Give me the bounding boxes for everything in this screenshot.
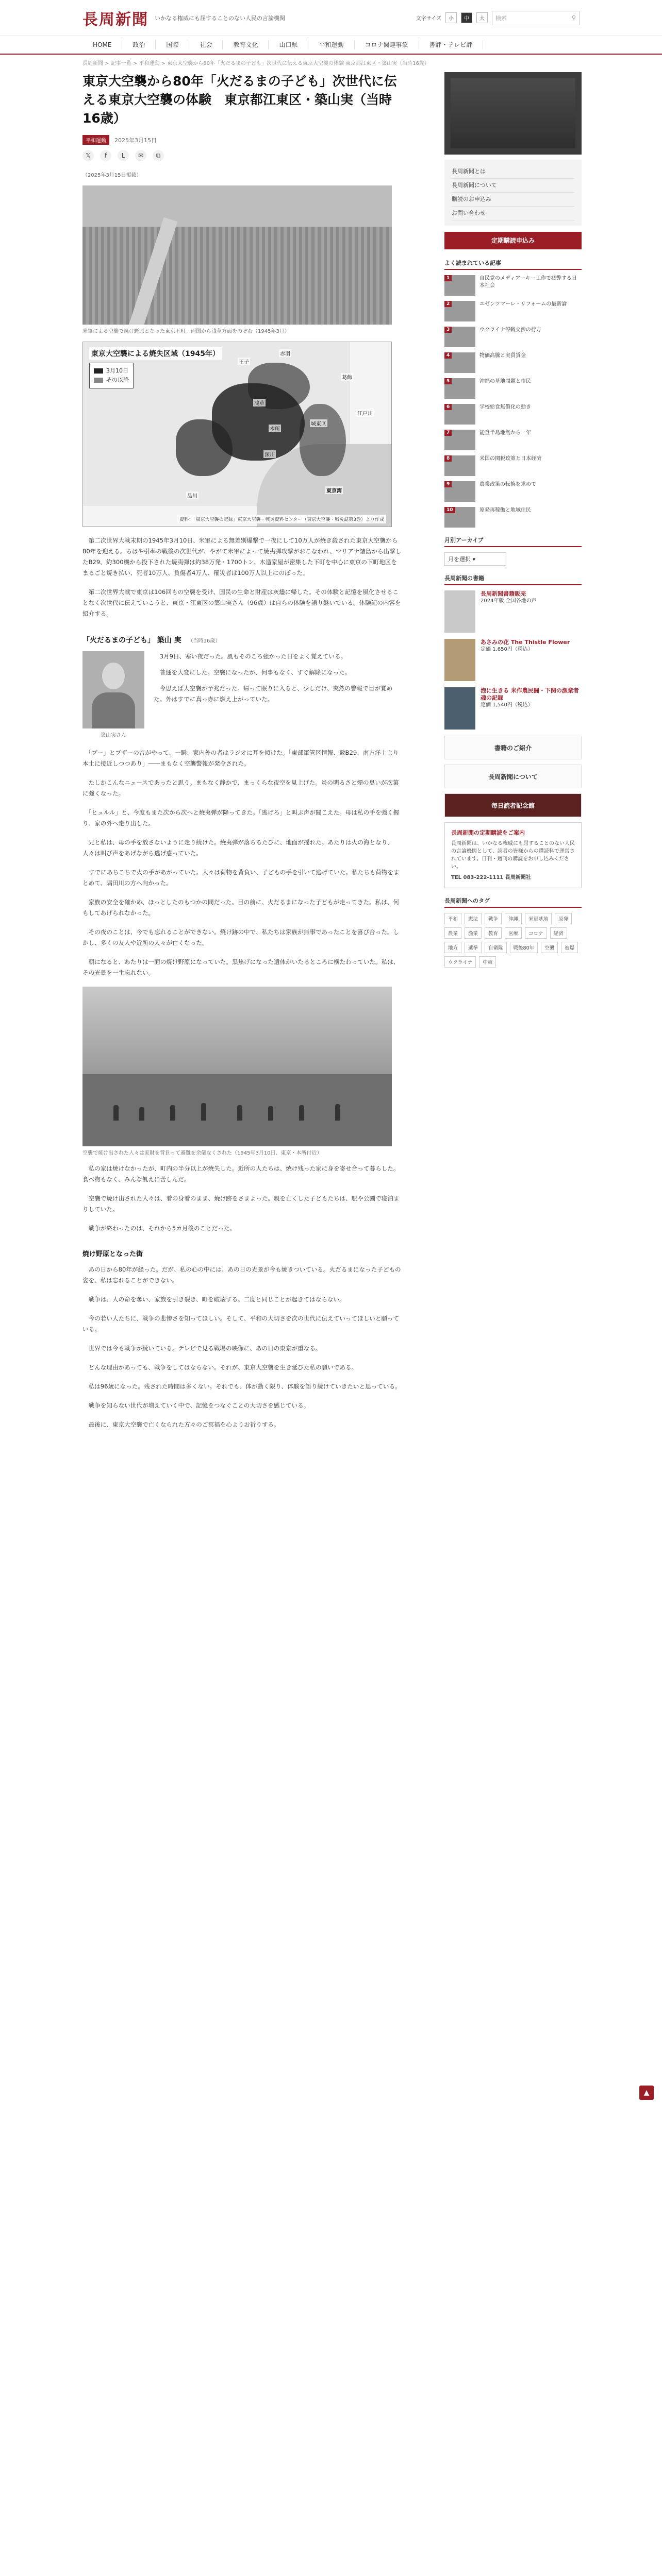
search-input[interactable] [492,11,580,25]
ranking-item[interactable]: 5 沖縄の基地問題と市民 [444,378,582,399]
tags-title: 長周新聞へのタグ [444,896,582,908]
sidebar-menu-item[interactable]: 長周新聞とは [452,165,574,179]
subscription-promo [444,822,582,888]
late-paragraph: 私の家は焼けなかったが、町内の半分以上が焼失した。近所の人たちは、焼け残った家に身を寄せ合って暮らした。食べ物もなく、みんな飢えに苦しんだ。 [82,1165,400,1183]
book-item[interactable]: 長周新聞書籍販売 2024年版 全国各地の声 [444,590,582,633]
map-label: 城東区 [310,419,327,427]
ranking-item[interactable]: 7 能登半島地震から一年 [444,430,582,450]
nav-reviews[interactable]: 書評・テレビ評 [419,40,484,49]
subscribe-button[interactable]: 定期購読申込み [444,232,582,249]
author-block [82,651,402,738]
font-size-large[interactable]: 大 [476,12,488,23]
late-paragraph: どんな理由があっても、戦争をしてはならない。それが、東京大空襲を生き延びた私の願いである。 [82,1364,358,1371]
tag[interactable]: 戦争 [485,913,502,924]
tag-cloud [444,913,582,968]
tag[interactable]: 平和 [444,913,461,924]
search-placeholder: 検索 [495,14,507,22]
article [82,72,402,1438]
tag[interactable]: 原発 [555,913,572,924]
late-paragraph: 戦争が終わったのは、それから5カ月後のことだった。 [82,1225,236,1232]
section-author: 築山 実 [157,636,181,645]
link-icon[interactable]: ⧉ [153,150,164,161]
portrait-caption: 築山実さん [101,733,126,738]
nav-politics[interactable]: 政治 [122,40,156,49]
nav-culture[interactable]: 教育文化 [223,40,269,49]
banner-books[interactable]: 書籍のご紹介 [444,736,582,759]
share-bar [82,150,402,161]
body-paragraph: 兄と私は、母の手を放さないように走り続けた。焼夷弾が落ちるたびに、地面が揺れた。あたりは火の海となり、人々は叫び声をあげながら逃げ惑っていた。 [82,839,393,857]
nav-home[interactable]: HOME [82,40,122,49]
photo-ruins [82,185,392,325]
body-paragraph: 朝になると、あたりは一面の焼け野原になっていた。黒焦げになった遺体がいたるところに横たわっていた。私は、その光景を一生忘れない。 [82,958,400,976]
body-paragraph: すでにあちこちで火の手があがっていた。人々は荷物を背負い、子どもの手を引いて逃げていた。私たちも荷物をまとめて、隅田川の方へ向かった。 [82,869,400,887]
site-tagline: いかなる権威にも屈することのない人民の言論機関 [155,14,285,22]
books-title: 長周新聞の書籍 [444,574,582,585]
tag[interactable]: 経済 [550,927,567,939]
map-label: 赤羽 [279,349,291,357]
tag[interactable]: 沖縄 [505,913,522,924]
late-paragraph: 空襲で焼け出された人々は、着の身着のまま、焼け跡をさまよった。親を亡くした子どもたちは、駅や公園で寝泊まりしていた。 [82,1195,400,1213]
tag[interactable]: 中東 [479,956,496,968]
nav-international[interactable]: 国際 [156,40,189,49]
banner-memorial[interactable]: 毎日読者記念館 [444,793,582,817]
nav-peace[interactable]: 平和運動 [308,40,354,49]
tag[interactable]: 被爆 [561,942,578,953]
legend-march10: 3月10日 [106,367,128,374]
map-label: 葛飾 [341,373,353,381]
section-date: （当時16歳） [188,638,221,644]
photo-refugees [82,987,392,1146]
ranking-item[interactable]: 8 米国の関税政策と日本経済 [444,455,582,476]
late-paragraph: 世界では今も戦争が続いている。テレビで見る戦場の映像に、あの日の東京が重なる。 [82,1345,322,1352]
sidebar-ad[interactable] [444,72,582,155]
sidebar-menu [444,160,582,226]
map-label: 江戸川 [356,409,374,417]
intro-paragraph: 第二次世界大戦で東京は106回もの空襲を受け、国民の生命と財産は灰燼に帰した。その体験と記憶を風化させることなく次世代に伝えていこうと、東京・江東区の築山実さん（96歳）は自らの体験を語り継いでいる。体験記の内容を紹介する。 [82,588,401,617]
ranking-title: よく読まれている記事 [444,259,582,270]
map-label: 深川 [263,450,276,458]
ranking-item[interactable]: 10 原発再稼働と地域住民 [444,507,582,528]
tag[interactable]: 憲法 [465,913,482,924]
tag[interactable]: 空襲 [541,942,558,953]
tag[interactable]: 米軍基地 [525,913,552,924]
archive-select[interactable]: 月を選択 ▾ [444,552,506,566]
author-portrait [82,651,144,728]
article-title: 東京大空襲から80年「火だるまの子ども」次世代に伝える東京大空襲の体験 東京都江東区・築山実（当時16歳） [82,74,397,126]
category-badge[interactable]: 平和運動 [82,135,109,145]
map-label: 浅草 [253,399,266,406]
section2-title: 焼け野原となった街 [82,1250,143,1258]
tag[interactable]: 農業 [444,927,461,939]
date-note: （2025年3月15日掲載） [82,173,142,178]
quote-paragraph: 今思えば大空襲が予兆だった。帰って眠りに入ると、少しだけ、突然の警報で目が覚めた。外はすでに真っ赤に燃え上がっていた。 [154,685,393,703]
body-paragraph: その夜のことは、今でも忘れることができない。焼け跡の中で、私たちは家族が無事であったことを喜び合った。しかし、多くの友人や近所の人々が亡くなった。 [82,928,400,946]
burn-area-map [82,342,392,527]
section-heading [82,635,402,645]
body-paragraph: たしかこんなニュースであったと思う。まもなく静かで、まっくらな夜空を見上げた。炎の明るさと煙の臭いが次第に強くなった。 [82,779,399,797]
sidebar-menu-item[interactable]: お問い合わせ [452,207,574,221]
ranking-item[interactable]: 1 自民党のメディアーキー工作で疲弊する日本社会 [444,275,582,296]
nav-yamaguchi[interactable]: 山口県 [269,40,308,49]
facebook-icon[interactable]: f [100,150,111,161]
tag[interactable]: 地方 [444,942,461,953]
book-item[interactable]: 泡に生きる 米作農民闘・下関の漁業者魂の記録 定価 1,540円（税込） [444,687,582,730]
archive-title: 月別アーカイブ [444,536,582,547]
x-icon[interactable]: 𝕏 [82,150,94,161]
ranking-item[interactable]: 9 農業政策の転換を求めて [444,481,582,502]
tag[interactable]: 医療 [505,927,522,939]
ranking-item[interactable]: 3 ウクライナ停戦交渉の行方 [444,327,582,347]
arrow-up-icon: ▲ [643,2089,650,2097]
ranking-item[interactable]: 2 エゼンツマーレ・リフォームの最新論 [444,301,582,321]
photo-ruins-caption: 米軍による空襲で焼け野原となった東京下町。両国から浅草方面をのぞむ（1945年3月） [82,329,290,334]
body-paragraph: 家族の安全を確かめ、ほっとしたのもつかの間だった。目の前に、火だるまになった子どもが走ってきた。私は、何もしてあげられなかった。 [82,899,400,917]
font-size-medium[interactable]: 中 [461,12,472,23]
back-to-top-button[interactable] [639,2086,654,2100]
tag[interactable]: 戦後80年 [510,942,538,953]
mail-icon[interactable]: ✉ [135,150,146,161]
intro-paragraph: 第二次世界大戦末期の1945年3月10日、米軍による無差別爆撃で一夜にして10万人が焼き殺された東京大空襲から80年を迎える。ちはや引率の戦後の次世代が、やがて米軍によって焼夷弾攻撃がおこなわれ、マリアナ諸島から出撃したB29、約300機から投下された焼夷弾は約38万発・1700トン。木造家屋が密集した下町を中心に東京の下町地区をまるごと焼き払い、死者10万人、負傷者4万人、罹災者は100万人以上にのぼった。 [82,537,402,577]
site-logo[interactable]: 長周新聞 [82,10,148,29]
map-legend [89,363,134,388]
tag[interactable]: 漁業 [465,927,482,939]
tag[interactable]: 教育 [485,927,502,939]
quote-paragraph: 3月9日、寒い夜だった。風もそのころ強かった日をよく覚えている。 [154,653,347,660]
map-label: 品川 [186,492,198,499]
map-title: 東京大空襲による焼失区域（1945年） [89,347,222,360]
promo-title: 長周新聞の定期購読をご案内 [451,829,525,836]
banner-about[interactable]: 長周新聞について [444,765,582,788]
sidebar-menu-item[interactable]: 長周新聞について [452,179,574,193]
ranking-item[interactable]: 6 学校給食無償化の動き [444,404,582,425]
tag[interactable]: ウクライナ [444,956,476,968]
body-paragraph: 「ヒュルル」と、今度もまた次から次へと焼夷弾が降ってきた。「逃げろ」と叫ぶ声が聞こえた。母は私の手を強く握り、家の外へ走り出した。 [82,809,400,827]
breadcrumb[interactable]: 長周新聞 > 記事一覧 > 平和運動 > 東京大空襲から80年「火だるまの子ども」次世代に伝える東京大空襲の体験 東京都江東区・築山実（当時16歳） [82,61,429,66]
legend-after: その以降 [106,377,129,383]
late-paragraph: 戦争は、人の命を奪い、家族を引き裂き、町を破壊する。二度と同じことが起きてはならない。 [82,1296,345,1303]
body-paragraph: 「ブー」とブザーの音がやって、一瞬、家内外の者はラジオに耳を傾けた。「東部軍管区情報、敵B29、南方洋上より本土に接近しつつあり」――まもなく空襲警報が発令された。 [82,749,399,767]
search-icon[interactable]: ⚲ [571,14,576,21]
main-nav [0,36,662,55]
late-paragraph: あの日から80年が経った。だが、私の心の中には、あの日の光景が今も焼きついている。火だるまになった子どもの姿を、私は忘れることができない。 [82,1266,401,1284]
late-paragraph: 今の若い人たちに、戦争の悲惨さを知ってほしい。そして、平和の大切さを次の世代に伝えていってほしいと願っている。 [82,1315,400,1333]
sidebar-menu-item[interactable]: 購読のお申込み [452,193,574,207]
late-paragraph: 私は96歳になった。残された時間は多くない。それでも、体が動く限り、体験を語り続けていきたいと思っている。 [82,1383,401,1390]
nav-society[interactable]: 社会 [189,40,223,49]
header-tools [416,11,580,25]
chevron-down-icon: ▾ [472,556,476,563]
tag[interactable]: コロナ [525,927,547,939]
book-item[interactable]: あさみの花 The Thistle Flower 定価 1,650円（税込） [444,639,582,681]
map-label: 王子 [238,358,250,365]
promo-contact: TEL 083-222-1111 長周新聞社 [451,875,531,880]
sidebar [444,72,582,968]
ranking-item[interactable]: 4 物価高騰と実質賃金 [444,352,582,373]
map-source: 資料：「東京大空襲の記録」東京大空襲・戦災資料センター（東京大空襲・戦災誌第3巻）より作成 [177,515,386,523]
late-paragraph: 最後に、東京大空襲で亡くなられた方々のご冥福を心よりお祈りする。 [82,1421,280,1428]
tag[interactable]: 選挙 [465,942,482,953]
map-label: 東京湾 [325,486,343,494]
photo-refugees-caption: 空襲で焼け出された人々は家財を背負って避難を余儀なくされた（1945年3月10日、東京・本所付近） [82,1150,322,1156]
nav-covid[interactable]: コロナ関連事象 [355,40,419,49]
promo-text: 長周新聞は、いかなる権威にも屈することのない人民の言論機関として、読者の皆様からの購読料で運営されています。日刊・週刊の購読をお申し込みください。 [451,841,575,870]
line-icon[interactable]: L [118,150,129,161]
site-header [0,0,662,36]
late-paragraph: 戦争を知らない世代が増えていく中で、記憶をつなぐことの大切さを感じている。 [82,1402,310,1409]
tag[interactable]: 自衛隊 [485,942,507,953]
section-title: 「火だるまの子ども」 [82,636,155,645]
font-size-small[interactable]: 小 [445,12,457,23]
article-meta [82,135,402,145]
font-size-label: 文字サイズ [416,16,441,22]
article-date: 2025年3月15日 [114,137,157,144]
map-label: 本所 [269,425,281,432]
quote-paragraph: 普通を大変にした。空襲になったが、何事もなく、すぐ解除になった。 [154,669,351,676]
